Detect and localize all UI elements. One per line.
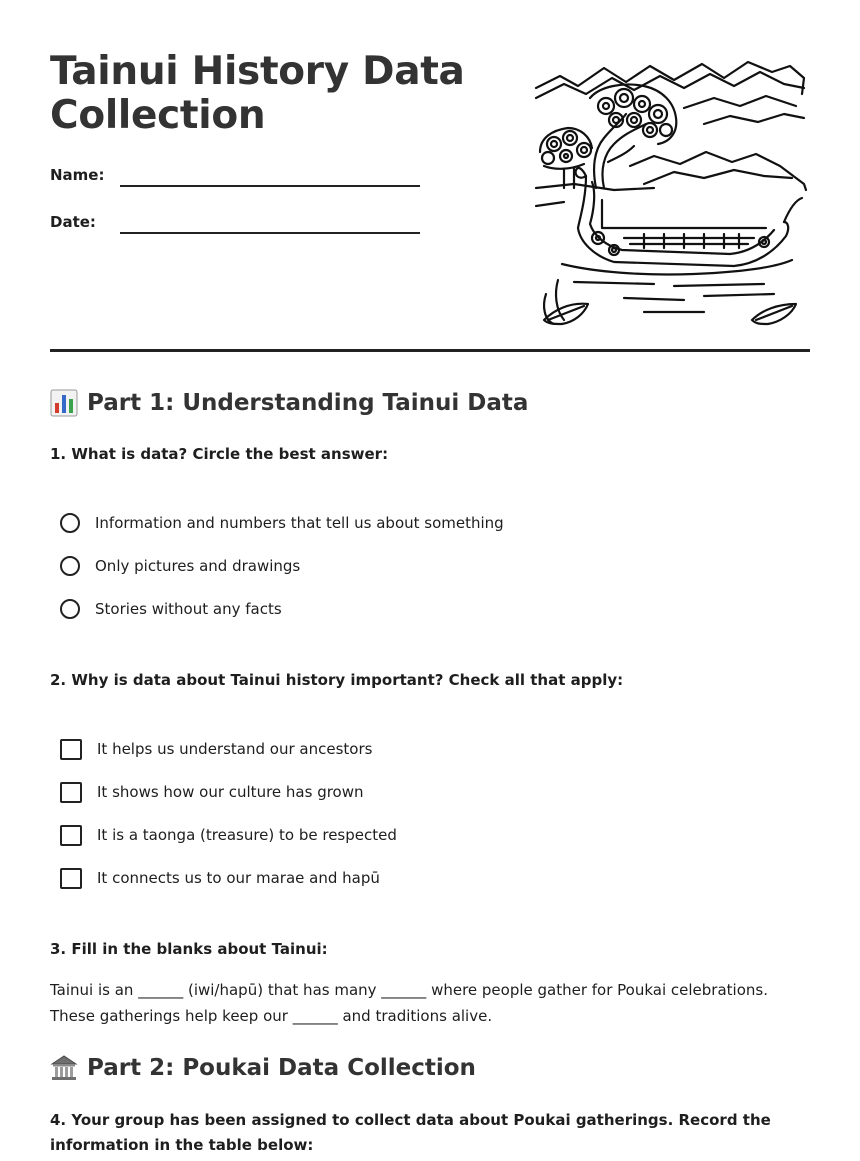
q1-option-1[interactable] [60,511,504,535]
checkbox[interactable] [60,868,82,889]
part2-heading-text: Part 2: Poukai Data Collection [87,1055,476,1081]
classical-building-icon [50,1054,78,1082]
part2-heading [50,1053,476,1083]
checkbox[interactable] [60,739,82,760]
part1-heading [50,388,528,418]
q1-option-2[interactable] [60,554,300,578]
q1-option-3[interactable] [60,597,282,621]
radio-circle[interactable] [60,599,80,619]
radio-circle[interactable] [60,513,80,533]
radio-circle[interactable] [60,556,80,576]
date-line[interactable] [120,232,420,234]
question-2-prompt: 2. Why is data about Tainui history important? Check all that apply: [50,671,624,689]
waka-landscape-illustration [534,58,810,330]
option-label: Only pictures and drawings [95,557,301,575]
worksheet-title: Tainui History Data Collection [50,49,465,138]
date-label: Date: [50,213,96,231]
option-label: Information and numbers that tell us about something [95,514,504,532]
bar-chart-icon [50,389,78,417]
option-label: It connects us to our marae and hapū [97,869,380,887]
question-3-prompt: 3. Fill in the blanks about Tainui: [50,940,328,958]
question-1-prompt: 1. What is data? Circle the best answer: [50,445,389,463]
name-field[interactable] [50,165,470,189]
worksheet-page [50,0,810,1154]
question-3-fill-text: Tainui is an ______ (iwi/hapū) that has many ______ where people gather for Poukai celebrations. These gatherings help keep our ______ and traditions alive. [50,981,768,1025]
name-line[interactable] [120,185,420,187]
worksheet-header [50,0,810,352]
option-label: Stories without any facts [95,600,282,618]
option-label: It helps us understand our ancestors [97,740,373,758]
option-label: It shows how our culture has grown [97,783,364,801]
name-label: Name: [50,166,105,184]
q2-option-2[interactable] [60,780,364,804]
checkbox[interactable] [60,825,82,846]
q2-option-1[interactable] [60,737,372,761]
q2-option-4[interactable] [60,866,380,890]
part1-heading-text: Part 1: Understanding Tainui Data [87,390,529,416]
checkbox[interactable] [60,782,82,803]
header-divider [50,349,810,352]
q2-option-3[interactable] [60,823,397,847]
date-field[interactable] [50,212,470,236]
option-label: It is a taonga (treasure) to be respected [97,826,397,844]
question-4-prompt: 4. Your group has been assigned to collect data about Poukai gatherings. Record the information in the table below: [50,1111,771,1154]
